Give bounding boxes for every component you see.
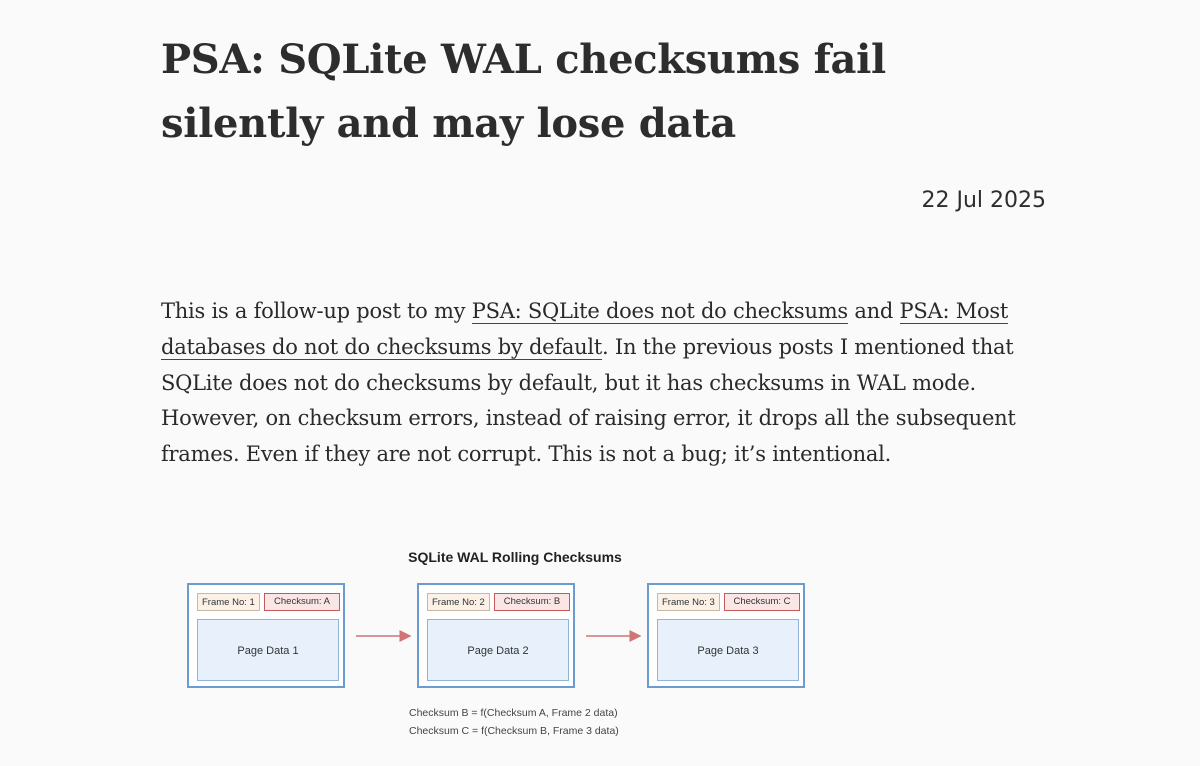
page-data-box: Page Data 2 [427,619,569,681]
wal-checksum-diagram [160,540,860,760]
intro-text-2: and [847,299,900,323]
intro-text-1: This is a follow-up post to my [161,299,472,323]
frame-number-label: Frame No: 3 [657,593,720,611]
post-title [161,28,1061,156]
checksum-formula-c: Checksum C = f(Checksum B, Frame 3 data) [409,725,619,737]
intro-text-3: . In the previous posts I mentioned that SQLite does not do checksums by default, but it has checksums in WAL mode. However, on checksum errors, instead of raising error, it drops all the subsequent frames. Even if they are not corrupt. This is not a bug; it’s intentional. [161,334,1016,467]
checksum-label: Checksum: A [264,593,340,611]
frame-number-label: Frame No: 2 [427,593,490,611]
intro-paragraph [161,294,1021,473]
checksum-formula-b: Checksum B = f(Checksum A, Frame 2 data) [409,707,618,719]
diagram-arrows [160,540,860,700]
checksum-label: Checksum: C [724,593,800,611]
page-data-box: Page Data 1 [197,619,339,681]
post-title-line-2: silently and may lose data [161,100,736,147]
post-date: 22 Jul 2025 [921,188,1046,213]
frame-number-label: Frame No: 1 [197,593,260,611]
link-psa-most-databases[interactable]: PSA: Most databases do not do checksums by default [161,299,1009,359]
link-psa-sqlite-checksums[interactable]: PSA: SQLite does not do checksums [471,299,848,323]
post-title-line-1: PSA: SQLite WAL checksums fail [161,36,886,83]
diagram-title: SQLite WAL Rolling Checksums [408,549,622,565]
page-data-box: Page Data 3 [657,619,799,681]
checksum-label: Checksum: B [494,593,570,611]
